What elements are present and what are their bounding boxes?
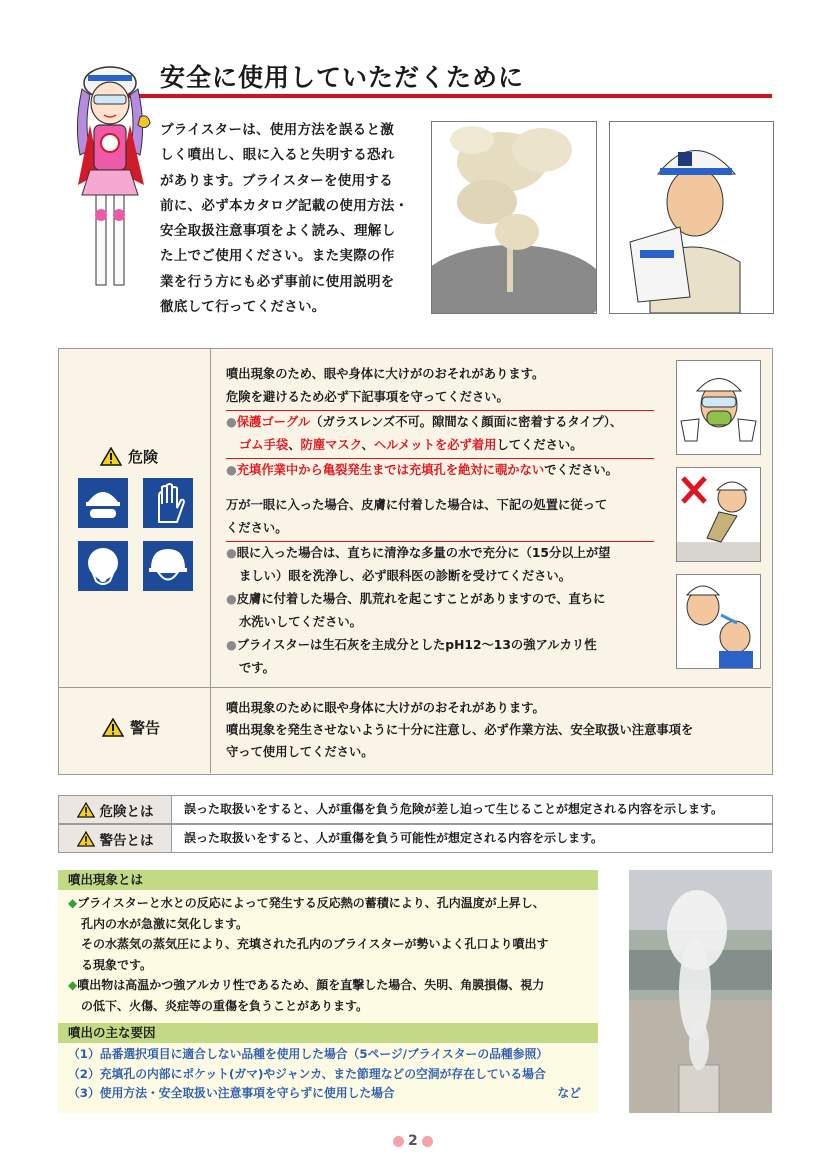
danger-definition: 危険とは 誤った取扱いをすると、人が重傷を負う危険が差し迫って生じることが想定される内容を示します。 — [58, 795, 773, 824]
eruption-photo — [629, 870, 772, 1113]
helmet-goggles-icon — [78, 478, 128, 528]
page-title: 安全に使用していただくために — [160, 63, 525, 92]
warning-triangle-icon — [77, 831, 95, 847]
ppe-bullet: ●保護ゴーグル（ガラスレンズ不可。隙間なく顔面に密着するタイプ）、 — [226, 415, 623, 429]
danger-label: 危険 — [100, 446, 158, 467]
do-not-peek-illustration — [676, 467, 761, 562]
warning-triangle-icon — [100, 447, 122, 466]
warning-triangle-icon — [102, 718, 124, 737]
warning-label: 警告 — [102, 717, 160, 738]
eruption-description: ◆ブライスターと水との反応によって発生する反応熱の蓄積により、孔内温度が上昇し、 孔内の水が急激に気化します。 その水蒸気の蒸気圧により、充填された孔内のブライスターが勢いよく孔口より噴出す る現象です。 ◆噴出物は高温かつ強アルカリ性であるため、顔を直撃した場合、失明、角膜損傷、視力 の低下、火傷、炎症等の重傷を負うことがあります。 — [68, 896, 549, 1013]
table-divider — [58, 687, 771, 688]
table-divider — [210, 348, 211, 773]
worker-reading-manual-illustration — [609, 121, 774, 314]
page-number: 2 — [393, 1133, 433, 1149]
warning-instructions: 噴出現象のために眼や身体に大けがのおそれがあります。 噴出現象を発生させないように十分に注意し、必ず作業方法、安全取扱い注意事項を 守って使用してください。 — [226, 701, 694, 759]
warning-triangle-icon — [77, 802, 95, 818]
page-dot — [422, 1136, 433, 1147]
intro-paragraph: ブライスターは、使用方法を誤ると激 しく噴出し、眼に入ると失明する恐れ があります。ブライスターを使用する 前に、必ず本カタログ記載の使用方法・ 安全取扱注意事項をよく読み、理解し た上でご使用ください。また実際の作 業を行う方にも必ず事前に使用説明を 徹底して行ってください。 — [160, 122, 409, 316]
goggles-gloves-illustration — [676, 360, 761, 455]
causes-list — [68, 1045, 593, 1104]
list-item: （3）使用方法・安全取扱い注意事項を守らずに使用した場合 など — [68, 1086, 581, 1100]
warning-definition: 警告とは 誤った取扱いをすると、人が重傷を負う可能性が想定される内容を示します。 — [58, 824, 773, 853]
list-item: （1）品番選択項目に適合しない品種を使用した場合（5ページ/ブライスターの品種参照） — [68, 1047, 549, 1061]
glove-icon — [143, 478, 193, 528]
mascot-illustration — [60, 55, 160, 310]
eruption-illustration — [431, 121, 597, 314]
title-underline — [128, 94, 772, 98]
causes-heading: 噴出の主な要因 — [58, 1023, 598, 1043]
list-item: （2）充填孔の内部にポケット(ガマ)やジャンカ、また節理などの空洞が存在している場合 — [68, 1066, 546, 1081]
dust-mask-icon — [78, 541, 128, 591]
eruption-heading: 噴出現象とは — [58, 870, 598, 890]
eye-wash-illustration — [676, 574, 761, 669]
danger-instructions: 噴出現象のため、眼や身体に大けがのおそれがあります。 危険を避けるため必ず下記事項を守ってください。 ●保護ゴーグル（ガラスレンズ不可。隙間なく顔面に密着するタイプ）、 ゴム手袋、防塵マスク、ヘルメットを必ず着用してください。 ●充填作業中から亀裂発生までは充填孔を絶対に覗かないでください。 万が一眼に入った場合、皮膚に付着した場合は、下記の処置に従って ください。 ●眼に入った場合は、直ちに清浄な多量の水で充分に（15分以上が望 ましい）眼を洗浄し、必ず眼科医の診断を受けてください。 ●皮膚に付着した場合、肌荒れを起こすことがありますので、直ちに 水洗いしてください。 ●ブライスターは生石灰を主成分としたpH12〜13の強アルカリ性 です。 — [226, 363, 666, 680]
no-peek-bullet: ●充填作業中から亀裂発生までは充填孔を絶対に覗かないでください。 — [226, 463, 618, 477]
helmet-icon — [143, 541, 193, 591]
page-dot — [393, 1136, 404, 1147]
